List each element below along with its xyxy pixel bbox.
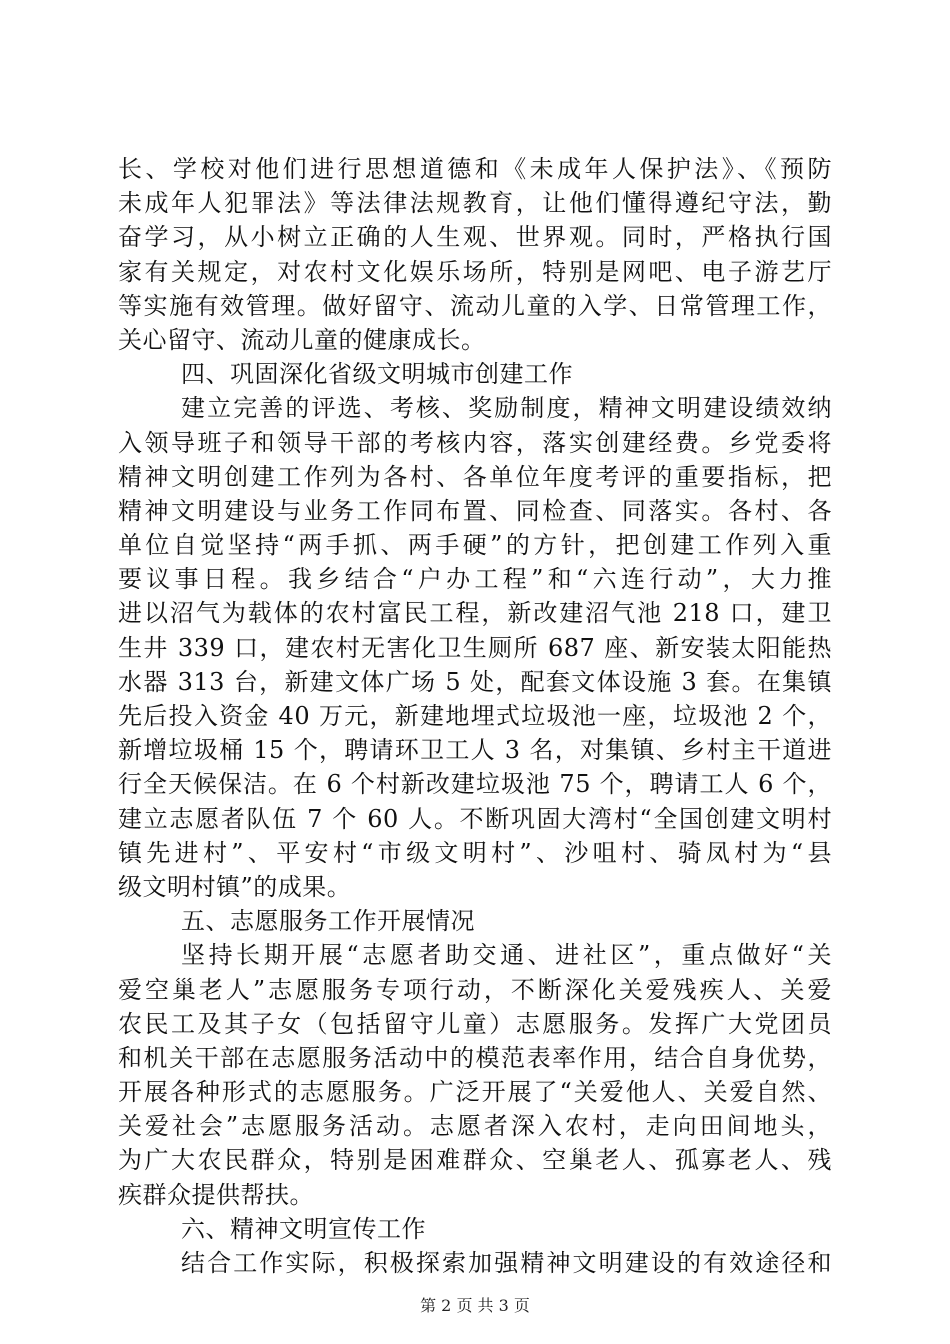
text-line: 开展各种形式的志愿服务。广泛开展了“关爱他人、关爱自然、 (118, 1078, 832, 1107)
text-line: 水器 313 台，新建文体广场 5 处，配套文体设施 3 套。在集镇 (118, 667, 832, 696)
text-line: 奋学习，从小树立正确的人生观、世界观。同时，严格执行国 (118, 223, 832, 252)
text-line: 行全天候保洁。在 6 个村新改建垃圾池 75 个，聘请工人 6 个， (118, 770, 832, 799)
text-line: 结合工作实际，积极探索加强精神文明建设的有效途径和 (181, 1249, 832, 1277)
text-line: 关爱社会”志愿服务活动。志愿者深入农村，走向田间地头， (118, 1112, 832, 1141)
text-line: 和机关干部在志愿服务活动中的模范表率作用，结合自身优势， (118, 1043, 832, 1072)
text-line: 新增垃圾桶 15 个，聘请环卫工人 3 名，对集镇、乡村主干道进 (118, 736, 832, 765)
text-line: 等实施有效管理。做好留守、流动儿童的入学、日常管理工作， (118, 291, 832, 320)
text-line: 为广大农民群众，特别是困难群众、空巢老人、孤寡老人、残 (118, 1146, 832, 1175)
text-line: 精神文明建设与业务工作同布置、同检查、同落实。各村、各 (118, 496, 832, 525)
text-line: 先后投入资金 40 万元，新建地埋式垃圾池一座，垃圾池 2 个， (118, 702, 832, 730)
text-line: 农民工及其子女（包括留守儿童）志愿服务。发挥广大党团员 (118, 1009, 832, 1038)
text-line: 建立志愿者队伍 7 个 60 人。不断巩固大湾村“全国创建文明村 (118, 804, 832, 833)
text-line: 精神文明创建工作列为各村、各单位年度考评的重要指标，把 (118, 462, 832, 491)
body-text (118, 152, 832, 1280)
text-line: 未成年人犯罪法》等法律法规教育，让他们懂得遵纪守法，勤 (118, 189, 832, 218)
text-line: 入领导班子和领导干部的考核内容，落实创建经费。乡党委将 (118, 428, 832, 457)
page-number-footer: 第 2 页 共 3 页 (420, 1296, 530, 1315)
text-line: 坚持长期开展“志愿者助交通、进社区”，重点做好“关 (181, 941, 832, 970)
text-line: 家有关规定，对农村文化娱乐场所，特别是网吧、电子游艺厅 (118, 257, 832, 286)
text-line: 进以沼气为载体的农村富民工程，新改建沼气池 218 口，建卫 (118, 599, 832, 628)
text-line: 要议事日程。我乡结合“户办工程”和“六连行动”，大力推 (118, 565, 832, 594)
text-line: 建立完善的评选、考核、奖励制度，精神文明建设绩效纳 (181, 394, 832, 423)
section-heading-4: 四、巩固深化省级文明城市创建工作 (181, 360, 573, 389)
section-heading-5: 五、志愿服务工作开展情况 (181, 907, 475, 936)
text-line: 关心留守、流动儿童的健康成长。 (118, 325, 486, 354)
text-line: 级文明村镇”的成果。 (118, 872, 352, 901)
text-line: 生井 339 口，建农村无害化卫生厕所 687 座、新安装太阳能热 (118, 633, 832, 662)
text-line: 单位自觉坚持“两手抓、两手硬”的方针，把创建工作列入重 (118, 531, 832, 560)
text-line: 疾群众提供帮扶。 (118, 1180, 314, 1209)
text-line: 长、学校对他们进行思想道德和《未成年人保护法》、《预防 (118, 155, 832, 183)
section-heading-6: 六、精神文明宣传工作 (181, 1214, 426, 1243)
text-line: 爱空巢老人”志愿服务专项行动，不断深化关爱残疾人、关爱 (118, 975, 832, 1004)
text-line: 镇先进村”、平安村“市级文明村”、沙咀村、骑凤村为“县 (118, 838, 832, 867)
